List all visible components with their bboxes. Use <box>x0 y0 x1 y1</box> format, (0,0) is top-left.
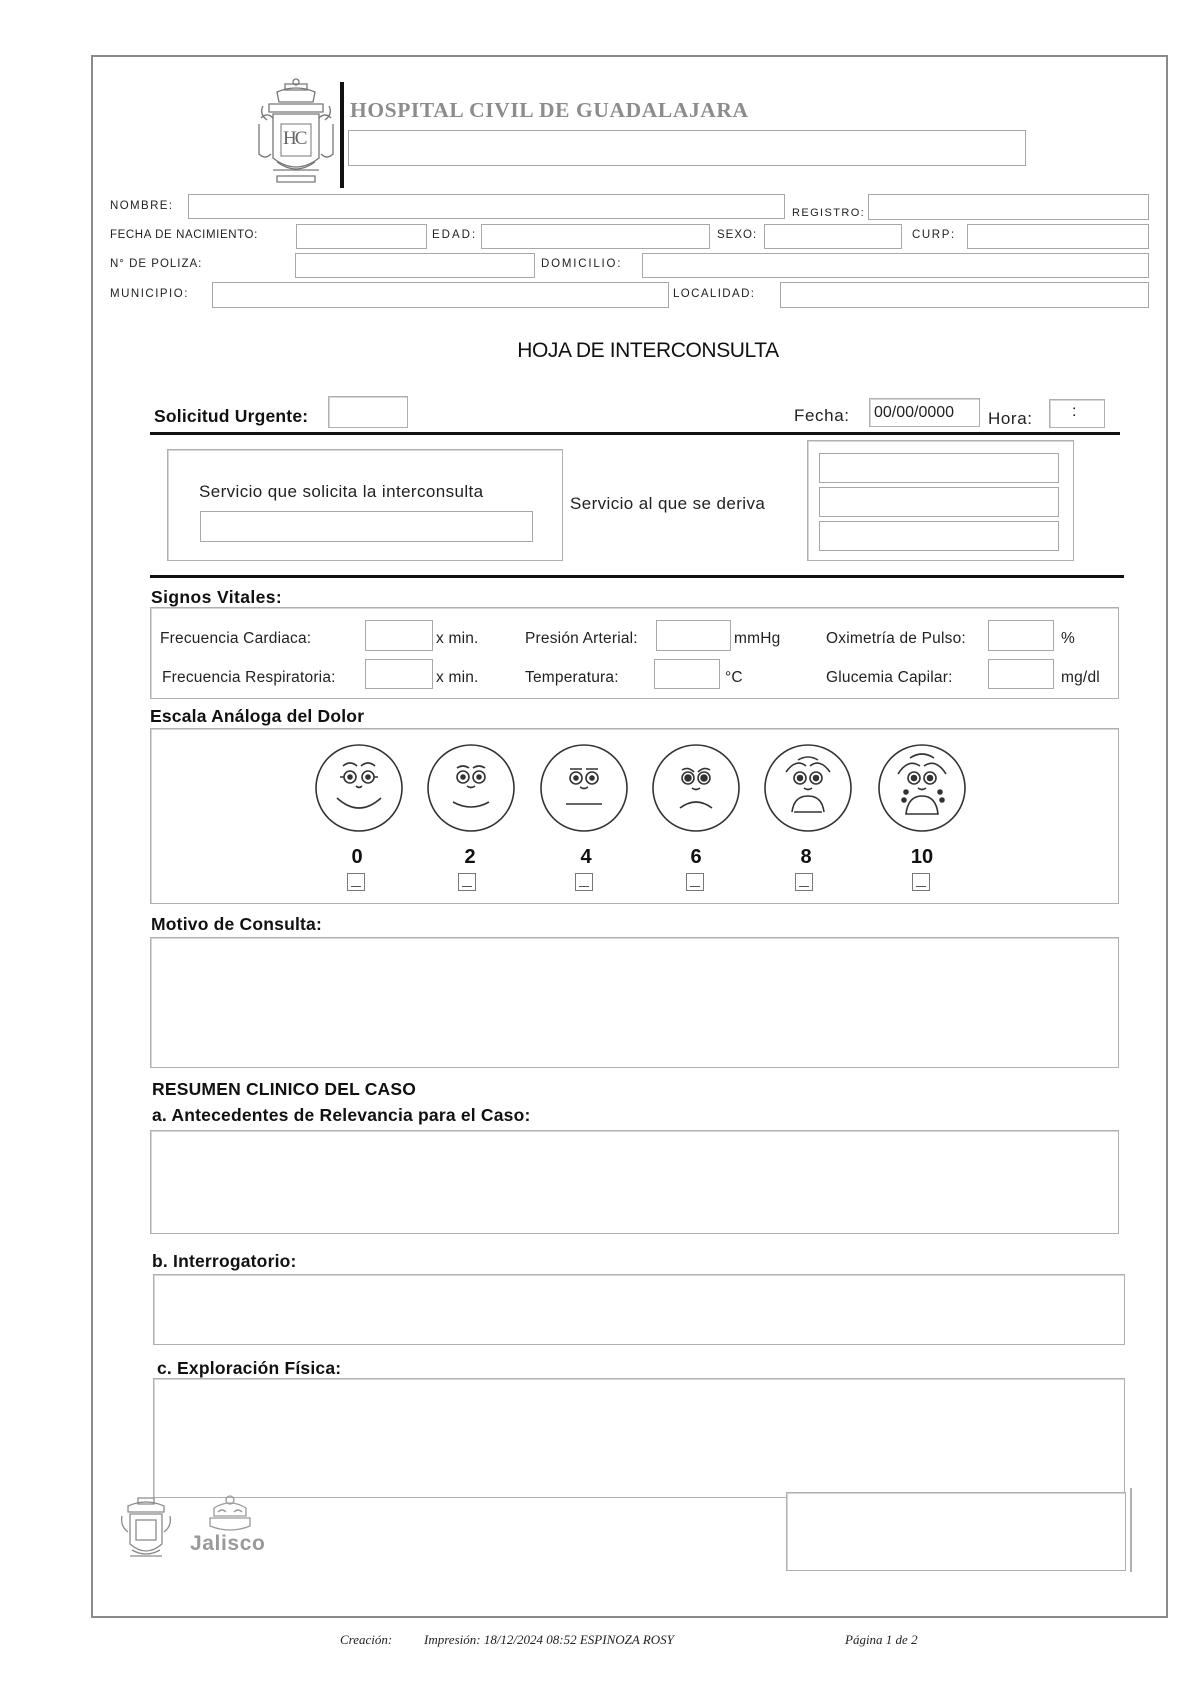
temperatura-field[interactable] <box>654 659 720 689</box>
pain-face-10-icon <box>876 742 968 839</box>
pain-scale-title: Escala Análoga del Dolor <box>150 706 365 726</box>
localidad-label: LOCALIDAD: <box>673 288 756 300</box>
fecha-label: Fecha: <box>794 406 850 425</box>
pain-scale-box <box>150 728 1119 904</box>
pain-checkbox-0[interactable] <box>347 873 365 891</box>
glucemia-field[interactable] <box>988 659 1054 689</box>
signature-box-edge <box>1130 1488 1132 1572</box>
localidad-field[interactable] <box>780 282 1149 308</box>
pain-face-4-icon <box>538 742 630 839</box>
pain-level-6: 6 <box>690 846 702 868</box>
domicilio-field[interactable] <box>642 253 1149 278</box>
jalisco-text: Jalisco <box>190 1532 266 1555</box>
municipio-label: MUNICIPIO: <box>110 288 189 300</box>
antecedentes-label: a. Antecedentes de Relevancia para el Caso: <box>152 1105 531 1125</box>
temperatura-label: Temperatura: <box>525 669 619 686</box>
presion-arterial-field[interactable] <box>656 620 731 651</box>
pain-face-0-icon <box>313 742 405 839</box>
request-bottom-rule <box>150 575 1124 578</box>
frecuencia-respiratoria-label: Frecuencia Respiratoria: <box>162 669 336 686</box>
glucemia-unit: mg/dl <box>1061 669 1100 686</box>
nombre-label: NOMBRE: <box>110 200 174 212</box>
sexo-label: SEXO: <box>717 229 758 241</box>
nombre-field[interactable] <box>188 194 785 219</box>
hora-label: Hora: <box>988 409 1033 428</box>
hora-field[interactable] <box>1049 399 1105 428</box>
hospital-logo <box>255 78 337 188</box>
motivo-label: Motivo de Consulta: <box>151 914 323 934</box>
temperatura-unit: °C <box>725 669 743 686</box>
edad-label: EDAD: <box>432 229 478 241</box>
servicio-solicita-field[interactable] <box>200 511 533 542</box>
frecuencia-respiratoria-field[interactable] <box>365 659 433 689</box>
pain-checkbox-10[interactable] <box>912 873 930 891</box>
pain-level-10: 10 <box>910 846 934 868</box>
signature-box[interactable] <box>786 1492 1126 1571</box>
urgent-field[interactable] <box>328 396 408 428</box>
fecha-value: 00/00/0000 <box>874 404 955 421</box>
glucemia-label: Glucemia Capilar: <box>826 669 953 686</box>
registro-label: REGISTRO: <box>792 207 866 219</box>
exploracion-field[interactable] <box>153 1378 1125 1498</box>
pain-checkbox-4[interactable] <box>575 873 593 891</box>
resumen-title: RESUMEN CLINICO DEL CASO <box>152 1079 417 1099</box>
servicio-solicita-box <box>167 449 563 561</box>
frecuencia-cardiaca-field[interactable] <box>365 620 433 651</box>
curp-label: CURP: <box>912 229 956 241</box>
footer-impresion: Impresión: 18/12/2024 08:52 ESPINOZA ROSY <box>424 1632 674 1647</box>
registro-field[interactable] <box>868 194 1149 220</box>
domicilio-label: DOMICILIO: <box>541 258 623 270</box>
servicio-deriva-field-3[interactable] <box>819 521 1059 551</box>
servicio-deriva-field-2[interactable] <box>819 487 1059 517</box>
oximetria-label: Oximetría de Pulso: <box>826 630 966 647</box>
poliza-field[interactable] <box>295 253 535 278</box>
edad-field[interactable] <box>481 224 710 249</box>
fecha-nacimiento-field[interactable] <box>296 224 427 249</box>
jalisco-shield-icon <box>118 1494 174 1562</box>
pain-checkbox-2[interactable] <box>458 873 476 891</box>
exploracion-label: c. Exploración Física: <box>157 1358 342 1378</box>
frecuencia-respiratoria-unit: x min. <box>436 669 479 686</box>
pain-face-8-icon <box>762 742 854 839</box>
form-title: HOJA DE INTERCONSULTA <box>517 339 779 362</box>
hospital-name: HOSPITAL CIVIL DE GUADALAJARA <box>350 98 749 122</box>
pain-level-4: 4 <box>580 846 592 868</box>
hora-value: : <box>1072 403 1077 420</box>
pain-level-8: 8 <box>800 846 812 868</box>
oximetria-field[interactable] <box>988 620 1054 651</box>
presion-arterial-unit: mmHg <box>734 630 781 647</box>
jalisco-logo <box>188 1494 272 1566</box>
pain-checkbox-8[interactable] <box>795 873 813 891</box>
motivo-field[interactable] <box>150 937 1119 1068</box>
hospital-subtitle-field[interactable] <box>348 130 1026 166</box>
pain-face-2-icon <box>425 742 517 839</box>
request-top-rule <box>150 432 1120 435</box>
urgent-label: Solicitud Urgente: <box>154 406 309 426</box>
presion-arterial-label: Presión Arterial: <box>525 630 638 647</box>
vitals-title: Signos Vitales: <box>151 587 283 607</box>
poliza-label: N° DE POLIZA: <box>110 258 203 270</box>
fecha-nacimiento-label: FECHA DE NACIMIENTO: <box>110 229 258 241</box>
pain-checkbox-6[interactable] <box>686 873 704 891</box>
servicio-solicita-label: Servicio que solicita la interconsulta <box>199 482 484 501</box>
footer-pagina: Página 1 de 2 <box>845 1632 918 1647</box>
servicio-deriva-field-1[interactable] <box>819 453 1059 483</box>
pain-face-6-icon <box>650 742 742 839</box>
header-divider <box>340 82 344 188</box>
logo-letters: HC <box>283 128 306 149</box>
frecuencia-cardiaca-unit: x min. <box>436 630 479 647</box>
frecuencia-cardiaca-label: Frecuencia Cardiaca: <box>160 630 312 647</box>
oximetria-unit: % <box>1061 630 1075 647</box>
servicio-deriva-label: Servicio al que se deriva <box>570 494 766 513</box>
interrogatorio-field[interactable] <box>153 1274 1125 1345</box>
interrogatorio-label: b. Interrogatorio: <box>152 1251 297 1271</box>
municipio-field[interactable] <box>212 282 669 308</box>
pain-level-0: 0 <box>351 846 363 868</box>
sexo-field[interactable] <box>764 224 902 249</box>
footer-creacion: Creación: <box>340 1632 393 1647</box>
antecedentes-field[interactable] <box>150 1130 1119 1234</box>
pain-level-2: 2 <box>464 846 476 868</box>
curp-field[interactable] <box>967 224 1149 249</box>
